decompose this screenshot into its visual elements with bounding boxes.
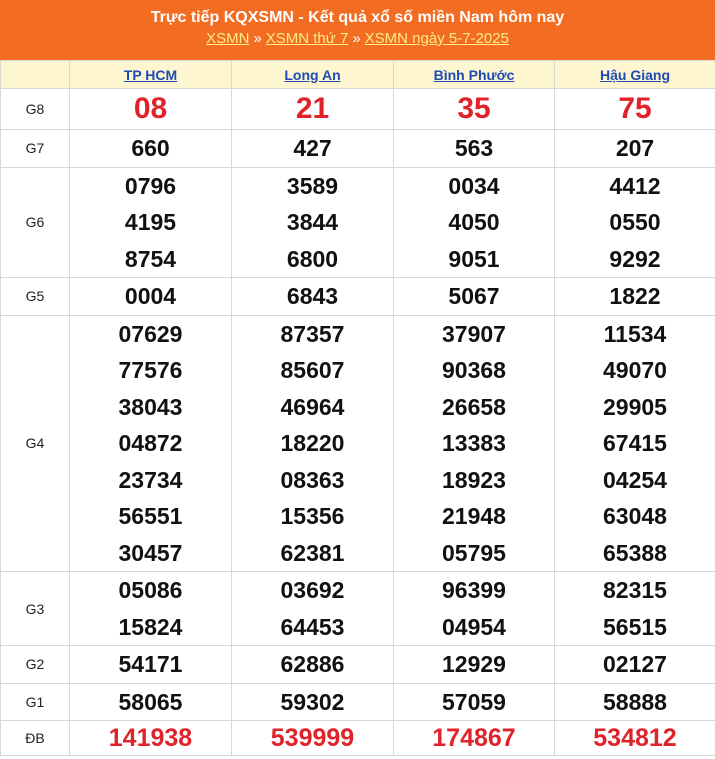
prize-row-g3 — [1, 572, 715, 646]
prize-number: 04872 — [118, 430, 183, 456]
prize-cell — [394, 278, 555, 316]
prize-number: 18923 — [442, 466, 506, 493]
prize-cell — [394, 646, 555, 684]
prize-row-g5 — [1, 278, 715, 316]
prize-number: 427 — [293, 135, 332, 161]
prize-number: 96399 — [442, 577, 506, 603]
prize-number: 02127 — [603, 651, 667, 677]
prize-label: G6 — [1, 167, 70, 278]
prize-number: 563 — [454, 135, 494, 161]
prize-number: 49070 — [603, 357, 667, 383]
prize-cell — [70, 167, 232, 278]
prize-number: 21 — [295, 92, 330, 125]
prize-number: 67415 — [603, 430, 667, 456]
prize-cell — [70, 89, 232, 130]
prize-number: 37907 — [442, 320, 506, 347]
prize-cell — [394, 721, 555, 756]
prize-cell — [555, 167, 715, 278]
prize-label: G1 — [1, 683, 70, 721]
breadcrumb-separator: » — [253, 30, 262, 47]
prize-number: 35 — [457, 92, 491, 125]
prize-label: G7 — [1, 130, 70, 168]
prize-number: 62886 — [280, 651, 345, 677]
prize-cell — [70, 646, 232, 684]
prize-number: 12929 — [442, 651, 506, 677]
prize-number: 07629 — [118, 320, 183, 347]
prize-label: G4 — [1, 315, 70, 572]
breadcrumb-xsmn-thu-7[interactable]: XSMN thứ 7 — [265, 30, 349, 47]
breadcrumb-separator: » — [352, 30, 361, 47]
prize-number: 3844 — [286, 209, 339, 235]
prize-number: 77576 — [118, 357, 183, 383]
prize-number: 46964 — [280, 393, 345, 420]
prize-cell — [555, 315, 715, 572]
prize-number: 82315 — [603, 577, 667, 603]
prize-cell — [70, 572, 232, 646]
prize-number: 3589 — [286, 172, 339, 199]
breadcrumb — [0, 28, 715, 50]
breadcrumb-xsmn[interactable]: XSMN — [206, 30, 250, 47]
prize-number: 660 — [131, 135, 170, 161]
prize-number: 75 — [618, 92, 652, 125]
prize-label: G5 — [1, 278, 70, 316]
prize-cell — [70, 130, 232, 168]
prize-row-db — [1, 721, 715, 756]
prize-cell — [232, 130, 394, 168]
prize-number: 18220 — [280, 430, 345, 456]
prize-number: 4412 — [609, 172, 661, 199]
page-title: Trực tiếp KQXSMN - Kết quả xổ số miền Nam hôm nay — [150, 9, 565, 26]
breadcrumb-xsmn-date[interactable]: XSMN ngày 5-7-2025 — [364, 30, 509, 47]
prize-number: 5067 — [448, 283, 500, 309]
prize-cell — [70, 278, 232, 316]
prize-number: 65388 — [603, 539, 667, 566]
prize-number: 56551 — [118, 503, 183, 529]
prize-number: 64453 — [280, 613, 345, 640]
prize-number: 4050 — [448, 209, 500, 235]
results-table — [0, 60, 715, 756]
prize-number: 11534 — [603, 320, 667, 347]
prize-number: 08 — [133, 92, 168, 125]
prize-table-body — [1, 89, 715, 756]
prize-number: 6843 — [286, 283, 339, 309]
prize-label: G3 — [1, 572, 70, 646]
page-header — [0, 0, 715, 60]
prize-row-g8 — [1, 89, 715, 130]
prize-number: 23734 — [118, 466, 183, 493]
province-link-long-an[interactable]: Long An — [284, 66, 341, 83]
prize-number: 6800 — [286, 245, 339, 272]
prize-number: 9051 — [448, 245, 500, 272]
province-header-long-an — [232, 61, 394, 89]
prize-cell — [394, 167, 555, 278]
prize-cell — [232, 167, 394, 278]
prize-cell — [555, 683, 715, 721]
prize-label: ĐB — [1, 721, 70, 756]
province-header-tp-hcm — [70, 61, 232, 89]
prize-row-g1 — [1, 683, 715, 721]
prize-number: 4195 — [124, 209, 177, 235]
prize-cell — [555, 721, 715, 756]
prize-number: 207 — [615, 135, 655, 161]
prize-cell — [232, 572, 394, 646]
prize-number: 15824 — [118, 613, 183, 640]
prize-number: 05086 — [118, 577, 183, 603]
prize-row-g7 — [1, 130, 715, 168]
prize-number: 56515 — [603, 613, 667, 640]
prize-number: 03692 — [280, 577, 345, 603]
prize-number: 9292 — [609, 245, 661, 272]
prize-row-g2 — [1, 646, 715, 684]
prize-number: 58888 — [603, 688, 667, 715]
prize-number: 57059 — [442, 688, 506, 715]
prize-row-g4 — [1, 315, 715, 572]
prize-cell — [555, 130, 715, 168]
prize-number: 08363 — [280, 466, 345, 493]
corner-cell — [1, 61, 70, 89]
prize-number: 174867 — [432, 724, 516, 752]
prize-number: 0796 — [124, 172, 177, 199]
province-link-tp-hcm[interactable]: TP HCM — [123, 66, 178, 83]
prize-cell — [394, 89, 555, 130]
prize-cell — [555, 89, 715, 130]
prize-cell — [232, 278, 394, 316]
prize-number: 26658 — [442, 393, 506, 420]
province-link-hau-giang[interactable]: Hậu Giang — [599, 66, 670, 83]
prize-number: 1822 — [609, 283, 661, 309]
prize-cell — [232, 646, 394, 684]
prize-cell — [232, 89, 394, 130]
prize-row-g6 — [1, 167, 715, 278]
prize-cell — [70, 683, 232, 721]
prize-number: 62381 — [280, 539, 345, 566]
prize-number: 87357 — [280, 320, 345, 347]
prize-label: G8 — [1, 89, 70, 130]
prize-cell — [394, 572, 555, 646]
prize-cell — [394, 315, 555, 572]
prize-number: 0034 — [448, 172, 500, 199]
prize-number: 58065 — [118, 688, 183, 715]
prize-number: 04254 — [603, 466, 667, 493]
prize-cell — [394, 130, 555, 168]
prize-cell — [232, 721, 394, 756]
prize-cell — [70, 721, 232, 756]
prize-cell — [394, 683, 555, 721]
prize-number: 54171 — [118, 651, 183, 677]
province-header-binh-phuoc — [394, 61, 555, 89]
prize-label: G2 — [1, 646, 70, 684]
prize-cell — [70, 315, 232, 572]
prize-cell — [232, 315, 394, 572]
prize-number: 534812 — [593, 724, 677, 752]
prize-cell — [555, 572, 715, 646]
prize-number: 85607 — [280, 357, 345, 383]
prize-number: 29905 — [603, 393, 667, 420]
prize-number: 04954 — [442, 613, 506, 640]
prize-number: 0004 — [124, 283, 177, 309]
prize-cell — [555, 278, 715, 316]
province-link-binh-phuoc[interactable]: Bình Phước — [433, 66, 515, 83]
prize-number: 15356 — [280, 503, 345, 529]
prize-number: 05795 — [442, 539, 506, 566]
prize-number: 13383 — [442, 430, 506, 456]
prize-number: 8754 — [124, 245, 177, 272]
prize-number: 0550 — [609, 209, 661, 235]
province-header-hau-giang — [555, 61, 715, 89]
prize-number: 59302 — [280, 688, 345, 715]
prize-number: 38043 — [118, 393, 183, 420]
prize-number: 63048 — [603, 503, 667, 529]
prize-number: 141938 — [108, 724, 193, 752]
prize-number: 539999 — [270, 724, 355, 752]
prize-number: 30457 — [118, 539, 183, 566]
prize-number: 21948 — [442, 503, 506, 529]
province-header-row — [1, 61, 715, 89]
prize-number: 90368 — [442, 357, 506, 383]
prize-cell — [232, 683, 394, 721]
prize-cell — [555, 646, 715, 684]
